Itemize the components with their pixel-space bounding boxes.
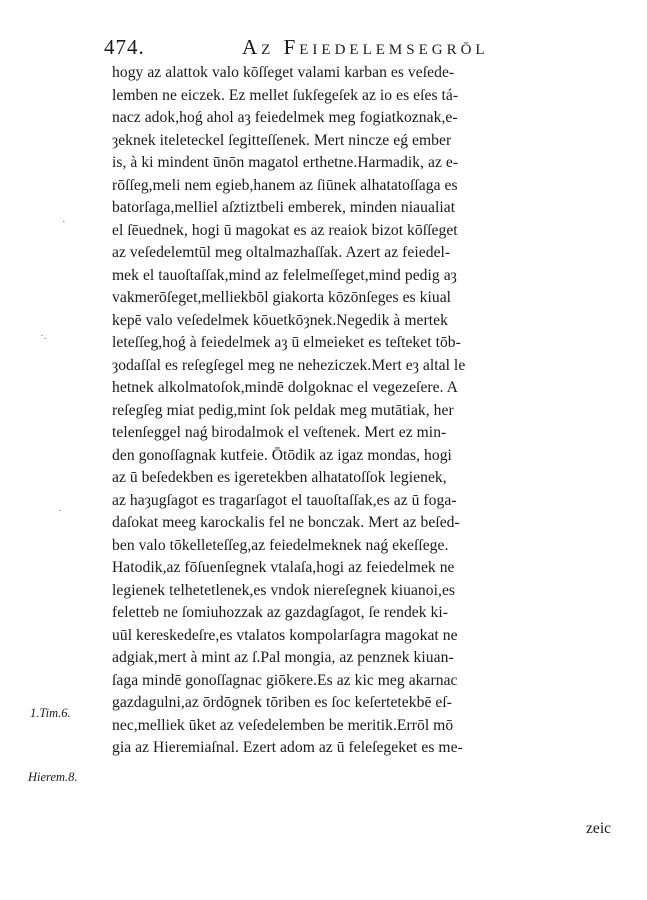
text-line: daſokat meeg karockalis fel ne bonczak. Mert az beſed- [112,514,460,531]
text-line: Hatodik,az fōſuenſegnek vtalaſa,hogi az feiedelmek ne [112,559,455,576]
text-line: hetnek alkolmatoſok,mindē dolgoknac el vegezeſere. A [112,379,458,396]
text-line: feletteb ne ſomiuhozzak az gazdagſagot, ſe rendek ki- [112,604,449,621]
text-line: az ū beſedekben es igeretekben alhatatoſſok legienek, [112,469,447,486]
text-line: rōſſeg,meli nem egieb,hanem az ſiūnek alhatatoſſaga es [112,176,458,194]
text-line: gia az Hieremiaſnal. Ezert adom az ū feleſegeket es me- [112,739,463,756]
text-line: nec,melliek ūket az veſedelemben be meritik.Errōl mō [112,716,454,734]
text-line: nacz adok,hoǵ ahol aȝ feiedelmek meg fogiatkoznak,e- [112,109,458,126]
margin-note-jeremiah: Hierem.8. [28,770,78,784]
text-line: az haȝugſagot es tragarſagot el tauoſtaſſak,es az ū foga- [112,491,457,509]
text-line: ȝodaſſal es reſegſegel meg ne neheziczek.Mert eȝ altal le [112,356,466,374]
text-line: den gonoſſagnak kutfeie. Ōtōdik az igaz mondas, hogi [112,446,452,464]
body-text [112,62,628,760]
running-title: Az Feiedelemsegrōl [242,35,489,59]
text-line: telenſeggel naǵ birodalmok el veſtenek. Mert ez min- [112,424,447,441]
text-line: uūl kereskedeſre,es vtalatos kompolarſagra magokat ne [112,626,458,644]
text-line: is, à ki mindent ūnōn magatol erthetne.Harmadik, az e- [112,154,459,171]
ink-speck: ·. [40,330,47,342]
text-line: kepē valo veſedelmek kōuetkōȝnek.Negedik à mertek [112,311,448,329]
text-line: leteſſeg,hoǵ à feiedelmek aȝ ū elmeieket es teſteket tōb- [112,334,461,351]
page-number: 474. [104,35,145,59]
text-line: lemben ne eiczek. Ez mellet ſukſegeſek az io es eſes tá- [112,86,459,104]
text-line: mek el tauoſtaſſak,mind az felelmeſſeget,mind pedig aȝ [112,266,457,284]
text-line: ſaga mindē gonoſſagnac giōkere.Es az kic meg akarnac [112,671,458,689]
text-line: ȝeknek iteleteckel ſegitteſſenek. Mert nincze eǵ ember [112,131,452,149]
page-header [104,34,544,60]
text-line: legienek telhetetlenek,es vndok niereſegnek kiuanoi,es [112,581,456,599]
text-line: ben valo tōkelleteſſeg,az feiedelmeknek naǵ ekeſſege. [112,536,449,554]
text-line: adgiak,mert à mint az ſ.Pal mongia, az penznek kiuan- [112,649,454,666]
text-line: reſegſeg miat pedig,mint ſok peldak meg mutātiak, her [112,401,454,419]
text-line: az veſedelemtūl meg oltalmazhaſſak. Azert az feiedel- [112,244,451,261]
margin-note-timothy: 1.Tim.6. [30,706,71,720]
ink-speck: · [62,216,66,228]
text-line: hogy az alattok valo kōſſeget valami karban es veſede- [112,64,455,81]
catchword: zeic [586,820,612,837]
text-line: batorſaga,melliel aſztiztbeli emberek, minden niaualiat [112,199,456,216]
text-line: gazdagulni,az ōrdōgnek tōriben es ſoc keſertetekbē eſ- [112,694,452,711]
ink-speck: · [58,505,62,517]
text-line: vakmerōſeget,melliekbōl giakorta kōzōnſeges es kiual [112,289,452,306]
text-line: el ſēuednek, hogi ū magokat es az reaiok bizot kōſſeget [112,221,458,239]
